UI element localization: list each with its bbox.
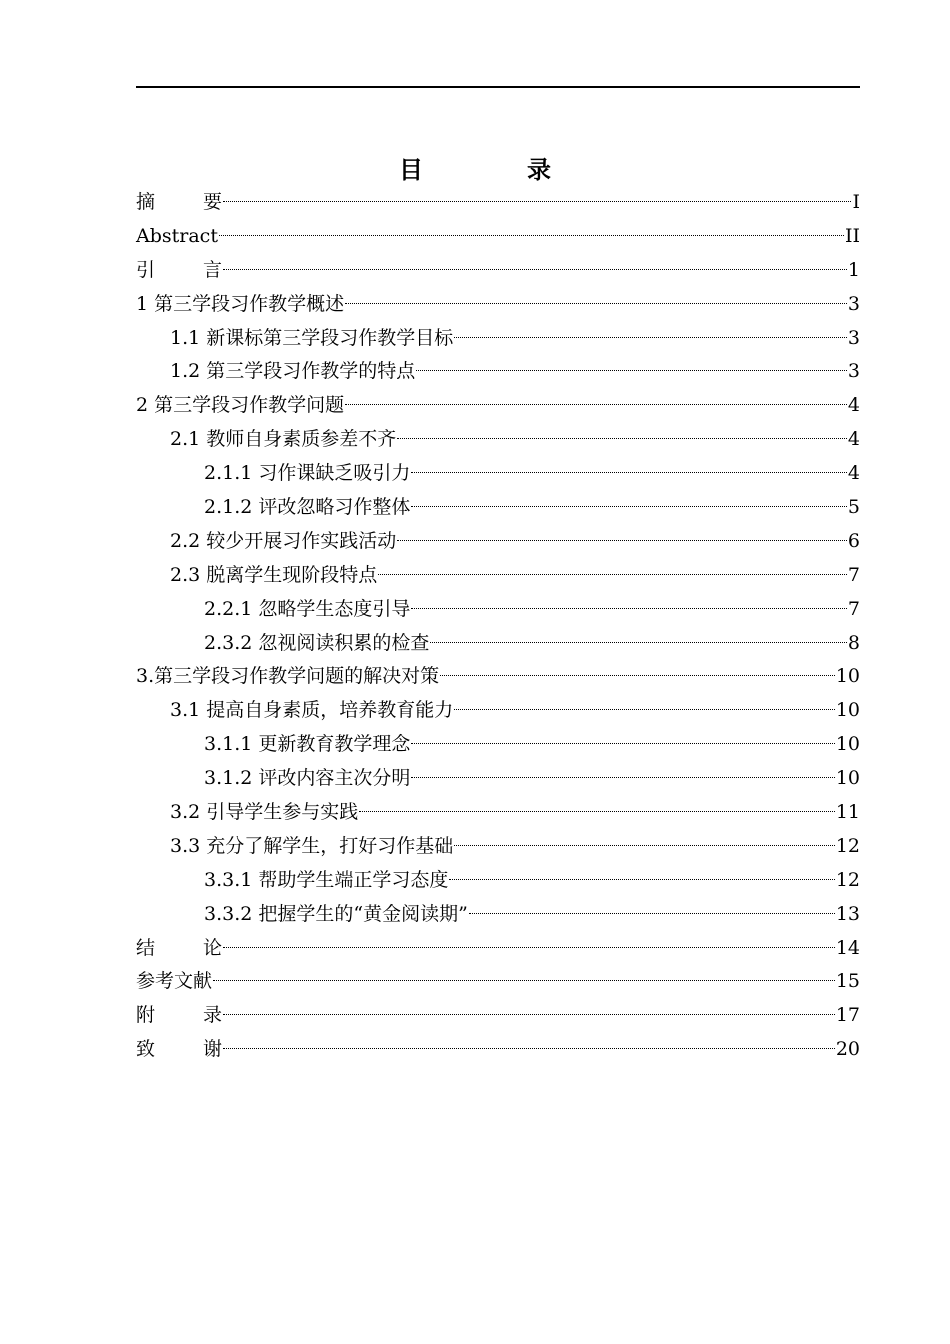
toc-entry-page-number: 7 [847,597,860,620]
toc-entry-page-number: 4 [847,462,860,485]
toc-entry-page-number: 20 [835,1038,860,1061]
toc-entry[interactable] [136,525,860,559]
toc-entry[interactable] [136,457,860,491]
toc-entry-page-number: 3 [847,360,860,383]
toc-entry[interactable] [136,220,860,254]
toc-entry-page-number: II [844,224,860,247]
toc-entry-label: 3.3 充分了解学生，打好习作基础 [170,834,454,857]
toc-entry[interactable] [136,660,860,694]
toc-entry-label: 3.1 提高自身素质，培养教育能力 [170,699,454,722]
dot-leader [411,608,847,609]
toc-entry-page-number: 12 [835,834,860,857]
toc-entry-page-number: 7 [847,563,860,586]
toc-entry[interactable] [136,186,860,220]
toc-entry-label: Abstract [136,224,218,247]
toc-entry-page-number: 17 [835,1004,860,1027]
toc-entry-page-number: 3 [847,292,860,315]
toc-entry-label: 2.1 教师自身素质参差不齐 [170,428,397,451]
dot-leader [454,337,847,338]
dot-leader [411,743,834,744]
table-of-contents [136,186,860,1067]
toc-entry-label: 1.2 第三学段习作教学的特点 [170,360,416,383]
toc-entry-label: 3.2 引导学生参与实践 [170,801,359,824]
toc-entry-label: 2.1.1 习作课缺乏吸引力 [204,462,411,485]
toc-entry-page-number: 11 [835,801,860,824]
dot-leader [416,370,847,371]
dot-leader [223,1048,835,1049]
toc-entry-label: 参考文献 [136,970,213,993]
toc-entry-page-number: 15 [835,970,860,993]
dot-leader [397,540,847,541]
toc-entry-page-number: 10 [835,699,860,722]
toc-entry-label: 引言 [136,258,271,281]
header-rule [136,86,860,88]
toc-entry-page-number: 6 [847,529,860,552]
toc-entry-label: 致谢 [136,1038,271,1061]
toc-entry[interactable] [136,288,860,322]
toc-entry[interactable] [136,830,860,864]
toc-entry-page-number: 4 [847,428,860,451]
dot-leader [411,777,834,778]
page-title: 目 录 [399,156,591,184]
toc-entry-label: 附录 [136,1004,271,1027]
dot-leader [223,201,851,202]
dot-leader [378,574,847,575]
toc-entry[interactable] [136,389,860,423]
toc-entry[interactable] [136,932,860,966]
toc-entry-page-number: 8 [847,631,860,654]
toc-entry-page-number: 10 [835,733,860,756]
toc-entry-page-number: 1 [847,258,860,281]
toc-entry[interactable] [136,999,860,1033]
toc-entry-label: 2.3 脱离学生现阶段特点 [170,563,378,586]
toc-entry[interactable] [136,254,860,288]
dot-leader [454,845,835,846]
toc-entry[interactable] [136,423,860,457]
toc-entry-label: 摘要 [136,191,271,213]
toc-entry-label: 3.1.2 评改内容主次分明 [204,767,411,790]
toc-entry-page-number: 10 [835,767,860,790]
dot-leader [345,404,847,405]
toc-entry-label: 1.1 新课标第三学段习作教学目标 [170,326,454,349]
toc-entry[interactable] [136,898,860,932]
toc-entry[interactable] [136,864,860,898]
toc-entry-page-number: I [852,191,860,213]
toc-entry-page-number: 14 [835,936,860,959]
toc-entry[interactable] [136,965,860,999]
dot-leader [397,438,847,439]
toc-entry[interactable] [136,627,860,661]
dot-leader [223,1014,835,1015]
dot-leader [359,811,835,812]
toc-entry-label: 2.1.2 评改忽略习作整体 [204,496,411,519]
toc-entry[interactable] [136,1033,860,1067]
toc-entry[interactable] [136,355,860,389]
toc-entry-label: 2.2.1 忽略学生态度引导 [204,597,411,620]
toc-entry[interactable] [136,728,860,762]
dot-leader [469,913,835,914]
toc-entry-label: 3.1.1 更新教育教学理念 [204,733,411,756]
toc-entry-label: 结论 [136,936,271,959]
toc-entry[interactable] [136,762,860,796]
dot-leader [411,472,847,473]
toc-entry-label: 3.3.2 把握学生的“黄金阅读期” [204,902,468,925]
toc-entry-page-number: 3 [847,326,860,349]
toc-entry[interactable] [136,796,860,830]
toc-entry-label: 1 第三学段习作教学概述 [136,292,345,315]
dot-leader [440,675,835,676]
toc-entry-page-number: 12 [835,868,860,891]
dot-leader [449,879,834,880]
dot-leader [345,303,847,304]
dot-leader [411,506,847,507]
dot-leader [430,642,847,643]
dot-leader [454,709,835,710]
dot-leader [219,235,844,236]
toc-entry[interactable] [136,694,860,728]
toc-entry-label: 3.3.1 帮助学生端正学习态度 [204,868,449,891]
toc-entry-page-number: 10 [835,665,860,688]
toc-entry-label: 2.2 较少开展习作实践活动 [170,529,397,552]
toc-entry-label: 2.3.2 忽视阅读积累的检查 [204,631,430,654]
toc-entry-label: 2 第三学段习作教学问题 [136,394,345,417]
toc-entry[interactable] [136,559,860,593]
toc-entry-label: 3.第三学段习作教学问题的解决对策 [136,665,440,688]
toc-entry-page-number: 13 [835,902,860,925]
toc-entry[interactable] [136,593,860,627]
dot-leader [223,947,835,948]
dot-leader [213,980,835,981]
toc-entry-page-number: 5 [847,496,860,519]
toc-entry[interactable] [136,491,860,525]
toc-entry-page-number: 4 [847,394,860,417]
toc-entry[interactable] [136,322,860,356]
dot-leader [223,269,847,270]
